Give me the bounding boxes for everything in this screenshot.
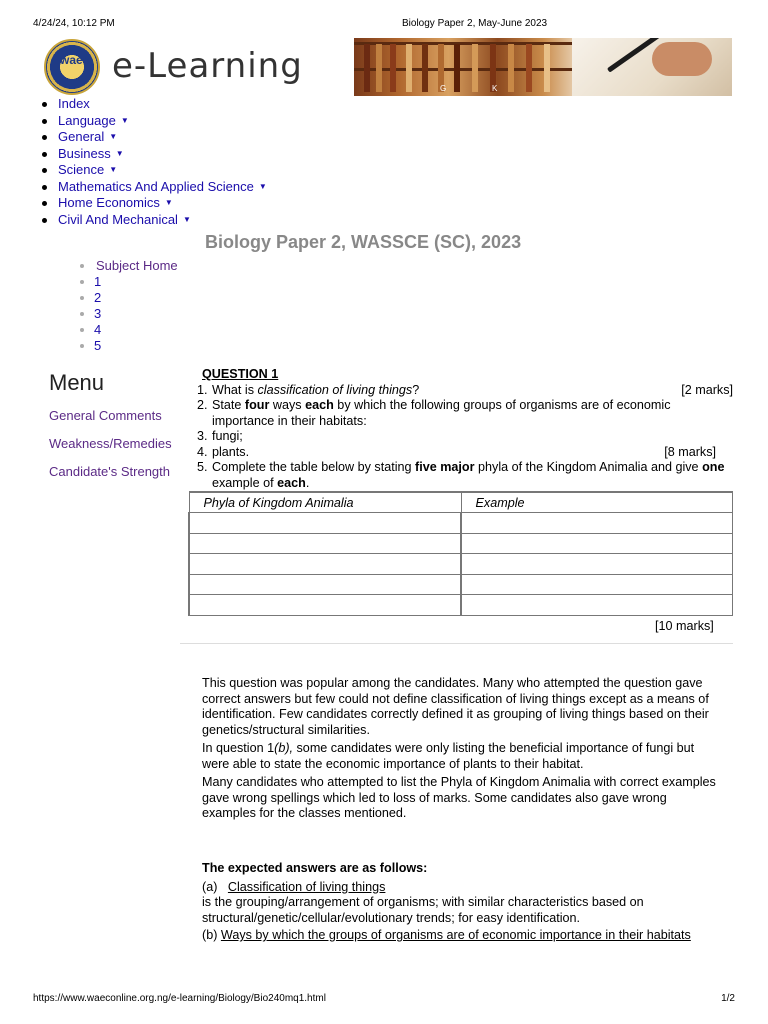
nav-item-language[interactable]	[42, 113, 267, 130]
book-spine	[544, 44, 550, 92]
subnav-page-5[interactable]	[80, 338, 178, 354]
question-item	[190, 445, 733, 461]
answer-b-line	[202, 928, 722, 944]
item-number: 2.	[197, 398, 208, 412]
nav-item-label: Home Economics	[58, 195, 160, 210]
item-number: 1.	[197, 382, 208, 397]
section-divider	[180, 643, 733, 644]
caret-down-icon: ▼	[115, 148, 124, 158]
page-title: Biology Paper 2, WASSCE (SC), 2023	[205, 232, 522, 252]
answer-label: (b)	[202, 928, 218, 942]
brand-name: e-Learning	[112, 46, 303, 86]
item-text: phyla of the Kingdom Animalia and give	[474, 460, 703, 474]
comment-emphasis: (b),	[274, 741, 294, 755]
subnav-label: 4	[94, 322, 102, 337]
page-url: https://www.waeconline.org.ng/e-learning/Biology/Bio240mq1.html	[33, 993, 326, 1004]
main-nav	[42, 96, 267, 228]
book-spine	[472, 44, 478, 92]
menu-item-weakness-remedies[interactable]: Weakness/Remedies	[49, 436, 172, 451]
nav-item-label: Language	[58, 112, 116, 128]
print-doc-title: Biology Paper 2, May-June 2023	[402, 18, 548, 29]
book-spine	[526, 44, 532, 92]
waec-logo[interactable]	[44, 39, 100, 95]
comment-paragraph	[202, 741, 722, 772]
book-spine	[406, 44, 412, 92]
phyla-table	[188, 491, 733, 616]
book-spine	[508, 44, 514, 92]
item-bold: five major	[415, 460, 475, 474]
item-text: example of	[212, 475, 278, 490]
marks-label: [2 marks]	[681, 382, 733, 397]
item-text: ways	[269, 398, 306, 412]
nav-item-label: Civil And Mechanical	[58, 211, 178, 227]
table-row	[189, 595, 733, 616]
marks-label: [8 marks]	[664, 444, 716, 459]
table-cell	[189, 513, 461, 534]
item-emphasis: classification of living things	[257, 382, 413, 397]
caret-down-icon: ▼	[258, 181, 267, 191]
table-marks: [10 marks]	[655, 619, 714, 633]
subnav-page-4[interactable]	[80, 322, 178, 338]
table-cell	[189, 574, 461, 595]
item-bold: four	[244, 398, 270, 412]
item-text: Complete the table below by stating	[212, 460, 416, 474]
table-header-row	[189, 492, 733, 513]
writing-hand	[652, 42, 712, 76]
book-spine	[376, 44, 382, 92]
subnav-page-1[interactable]	[80, 274, 178, 290]
table-cell	[461, 533, 733, 554]
answer-label: (a)	[202, 879, 218, 894]
item-text: by which the following groups of organisms are of economic importance in their habitats:	[212, 398, 671, 428]
subnav-label: 5	[94, 338, 102, 353]
nav-item-general[interactable]	[42, 129, 267, 146]
side-menu	[49, 408, 172, 492]
item-text: .	[305, 475, 310, 490]
question-item	[190, 398, 733, 429]
subject-nav	[80, 258, 178, 354]
answer-title: Ways by which the groups of organisms are of economic importance in their habitats	[220, 928, 691, 942]
table-cell	[461, 513, 733, 534]
caret-down-icon: ▼	[109, 165, 118, 174]
question-title: QUESTION 1	[202, 367, 279, 381]
subnav-page-3[interactable]	[80, 306, 178, 322]
shelf-sign: G	[440, 84, 447, 93]
comment-paragraph: This question was popular among the candidates. Many who attempted the question gave correct answers but few could not define classification of living things except as a means of identification. Few candidates correctly defined it as grouping of living things based on their genetics/structural similarities.	[202, 676, 709, 737]
print-header	[33, 18, 735, 32]
subnav-label: 2	[94, 290, 102, 305]
item-text: fungi;	[212, 429, 243, 443]
question-item	[190, 460, 733, 491]
table-row	[189, 574, 733, 595]
site-banner	[36, 36, 732, 98]
nav-item-label: General	[58, 129, 105, 144]
item-text: ?	[412, 382, 420, 397]
book-spine	[364, 44, 370, 92]
print-date: 4/24/24, 10:12 PM	[33, 18, 115, 29]
nav-item-science[interactable]	[42, 162, 267, 179]
nav-item-label: Business	[58, 145, 111, 161]
logo-text: waec	[60, 53, 90, 67]
question-list	[190, 383, 733, 492]
item-text: plants.	[212, 444, 250, 459]
table-cell	[189, 554, 461, 575]
comment-text: some candidates were only listing the beneficial importance of fungi but were able to state the economic importance of plants to their habitat.	[202, 741, 695, 771]
item-bold: one	[702, 460, 725, 474]
nav-item-civil-mechanical[interactable]	[42, 212, 267, 229]
answer-a-line	[202, 880, 722, 896]
book-spine	[454, 44, 460, 92]
nav-item-business[interactable]	[42, 146, 267, 163]
question-block	[190, 367, 733, 491]
nav-item-mathematics[interactable]	[42, 179, 267, 196]
item-bold: each	[277, 475, 306, 490]
subnav-page-2[interactable]	[80, 290, 178, 306]
book-spine	[390, 44, 396, 92]
nav-item-label: Science	[58, 162, 105, 177]
table-row	[189, 513, 733, 534]
table-cell	[461, 595, 733, 616]
caret-down-icon: ▼	[182, 214, 191, 224]
table-row	[189, 533, 733, 554]
subnav-label: 1	[94, 274, 102, 289]
table-row	[189, 554, 733, 575]
menu-item-general-comments[interactable]: General Comments	[49, 408, 162, 423]
caret-down-icon: ▼	[109, 132, 118, 141]
table-header: Example	[461, 492, 733, 513]
answer-title: Classification of living things	[227, 879, 386, 894]
table-cell	[461, 554, 733, 575]
item-number: 5.	[197, 460, 208, 474]
nav-item-label: Index	[58, 96, 90, 111]
general-comments	[202, 676, 722, 825]
item-text: What is	[212, 382, 258, 397]
item-text: State	[212, 398, 245, 412]
table-header: Phyla of Kingdom Animalia	[189, 492, 461, 513]
question-item	[190, 383, 733, 399]
expected-answers	[202, 861, 722, 944]
item-bold: each	[305, 398, 334, 412]
subnav-label: 3	[94, 306, 102, 321]
nav-item-home-economics[interactable]	[42, 195, 267, 212]
table-cell	[461, 574, 733, 595]
comment-paragraph: Many candidates who attempted to list the Phyla of Kingdom Animalia with correct examples gave wrong spellings which led to loss of marks. Some candidates also gave wrong examples for the classes mentioned.	[202, 775, 716, 820]
table-cell	[189, 595, 461, 616]
nav-item-label: Mathematics And Applied Science	[58, 178, 254, 194]
table-cell	[189, 533, 461, 554]
expected-heading: The expected answers are as follows:	[202, 861, 428, 875]
menu-heading: Menu	[49, 370, 105, 395]
nav-item-index[interactable]	[42, 96, 267, 113]
caret-down-icon: ▼	[164, 198, 173, 207]
item-number: 3.	[197, 429, 208, 443]
comment-text: In question 1	[202, 741, 275, 755]
banner-photo	[354, 38, 732, 96]
question-item	[190, 429, 733, 445]
caret-down-icon: ▼	[120, 115, 129, 125]
subnav-subject-home[interactable]	[80, 258, 178, 274]
answer-text: is the grouping/arrangement of organisms; with similar characteristics based on structural/genetic/cellular/evolutionary trends; for easy identification.	[202, 895, 644, 925]
shelf-sign: K	[492, 84, 498, 93]
menu-item-candidates-strength[interactable]: Candidate's Strength	[49, 464, 171, 479]
page-number: 1/2	[721, 993, 735, 1004]
subnav-label: Subject Home	[96, 258, 178, 273]
item-number: 4.	[197, 444, 208, 459]
book-spine	[422, 44, 428, 92]
